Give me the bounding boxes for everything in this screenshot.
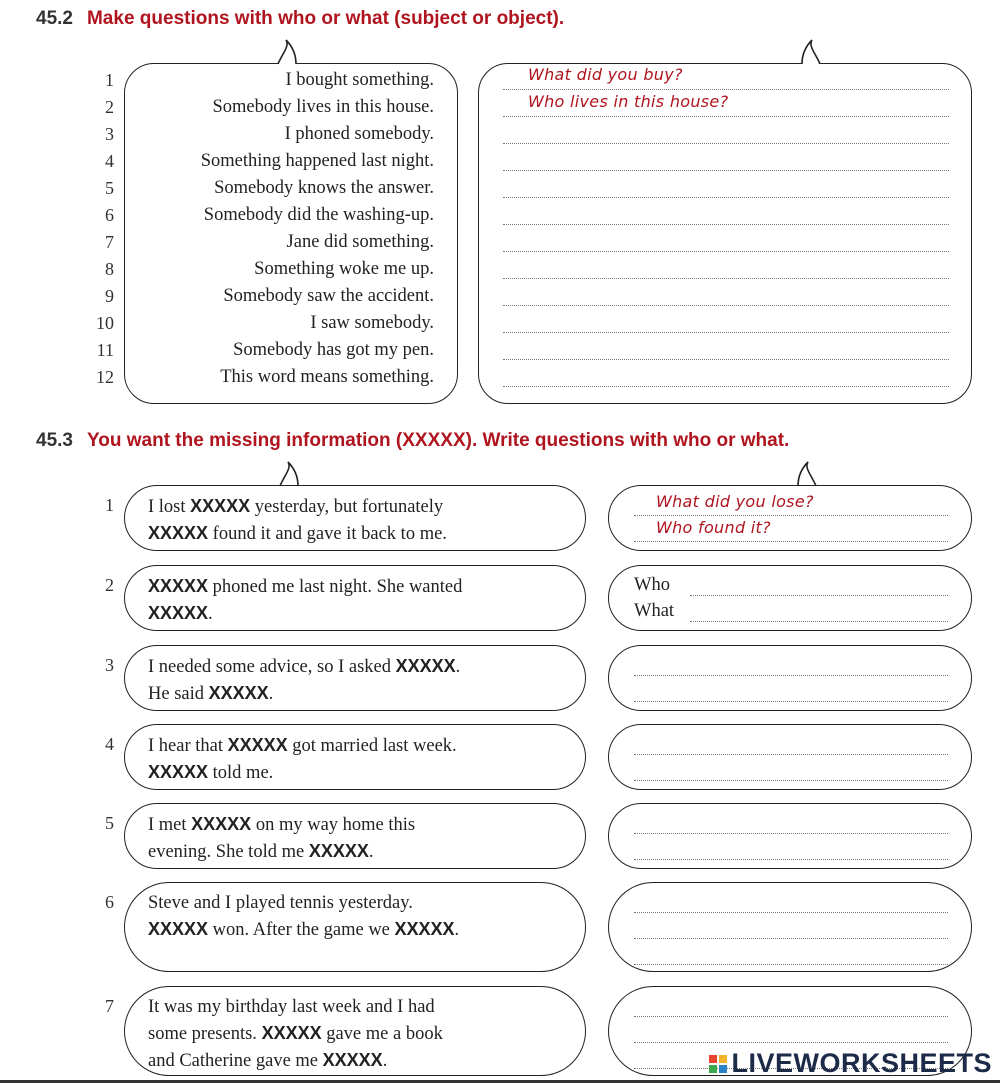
answer-field[interactable] [503, 230, 949, 252]
handwritten-answer: What did you buy? [528, 65, 683, 84]
situation-line [148, 1047, 443, 1074]
handwritten-answer: What did you lose? [656, 492, 814, 511]
missing-info-placeholder: XXXXX [148, 762, 209, 782]
text-segment: It was my birthday last week and I had [148, 997, 435, 1017]
situation-text [148, 732, 457, 786]
item-number: 4 [105, 734, 114, 754]
item-number: 2 [105, 575, 114, 595]
item-number: 2 [105, 97, 114, 117]
answer-field[interactable] [634, 995, 948, 1017]
answer-field[interactable] [634, 838, 948, 860]
item-number: 7 [105, 232, 114, 252]
missing-info-placeholder: XXXXX [227, 735, 288, 755]
text-segment: . [368, 842, 374, 862]
text-segment: on my way home this [251, 815, 416, 835]
text-segment: I hear that [148, 736, 228, 756]
missing-info-placeholder: XXXXX [394, 919, 455, 939]
text-segment: evening. She told me [148, 842, 309, 862]
situation-line [148, 600, 462, 627]
text-segment: phoned me last night. She wanted [208, 577, 463, 597]
item-number: 3 [105, 655, 114, 675]
exercise-45-2-heading [36, 8, 564, 30]
exercise-title: You want the missing information (XXXXX). Write questions with who or what. [86, 430, 790, 451]
situation-text [148, 811, 415, 865]
text-segment: yesterday, but fortunately [250, 497, 444, 517]
situation-line [148, 994, 443, 1020]
statement-text: This word means something. [220, 367, 434, 387]
missing-info-placeholder: XXXXX [148, 576, 209, 596]
item-number: 11 [96, 340, 114, 360]
item-number: 5 [105, 813, 114, 833]
exercise-45-3-heading [36, 430, 789, 452]
text-segment: . [454, 920, 460, 940]
answer-field[interactable] [503, 257, 949, 279]
text-segment: Steve and I played tennis yesterday. [148, 893, 413, 913]
watermark-text: LIVEWORKSHEETS [731, 1048, 992, 1078]
answer-field[interactable] [690, 600, 948, 622]
text-segment: . [455, 657, 461, 677]
item-number: 6 [105, 205, 114, 225]
missing-info-placeholder: XXXXX [261, 1023, 322, 1043]
text-segment: . [382, 1051, 388, 1071]
answer-field[interactable] [503, 338, 949, 360]
answer-field[interactable] [634, 943, 948, 965]
situation-text [148, 994, 443, 1074]
statement-text: Somebody did the washing-up. [203, 205, 434, 225]
statement-text: Something happened last night. [200, 151, 434, 171]
answer-field[interactable] [634, 891, 948, 913]
statement-text: Something woke me up. [254, 259, 434, 279]
situation-line [148, 811, 415, 838]
answer-field[interactable] [634, 680, 948, 702]
statement-text: I phoned somebody. [284, 124, 434, 144]
text-segment: gave me a book [321, 1024, 443, 1044]
item-number: 1 [105, 70, 114, 90]
item-number: 4 [105, 151, 114, 171]
missing-info-placeholder: XXXXX [395, 656, 456, 676]
text-segment: I lost [148, 497, 191, 517]
liveworksheets-logo-icon [709, 1055, 727, 1073]
situation-text [148, 493, 447, 547]
answer-field[interactable] [503, 176, 949, 198]
text-segment: . [208, 604, 213, 624]
handwritten-answer: Who lives in this house? [528, 92, 729, 111]
answer-field[interactable] [690, 574, 948, 596]
item-number: 5 [105, 178, 114, 198]
situation-line [148, 653, 460, 680]
answer-field[interactable] [634, 1021, 948, 1043]
exercise-number: 45.3 [36, 430, 73, 451]
speech-bubble-tail [276, 40, 298, 64]
exercise-number: 45.2 [36, 8, 73, 29]
answer-field[interactable] [634, 812, 948, 834]
item-number: 10 [96, 313, 114, 333]
statement-text: I bought something. [285, 70, 434, 90]
answer-field[interactable] [634, 654, 948, 676]
statement-text: Somebody knows the answer. [214, 178, 434, 198]
question-word-prompt: Who [634, 575, 670, 595]
exercise-title: Make questions with who or what (subject or object). [86, 8, 565, 29]
missing-info-placeholder: XXXXX [148, 523, 209, 543]
question-word-prompt: What [634, 601, 675, 621]
text-segment: I met [148, 815, 192, 835]
text-segment: told me. [208, 763, 274, 783]
text-segment: got married last week. [287, 736, 457, 756]
situation-text [148, 890, 459, 943]
situation-line [148, 838, 415, 865]
text-segment: found it and gave it back to me. [208, 524, 447, 544]
situation-text [148, 573, 462, 627]
statement-text: Somebody lives in this house. [212, 97, 434, 117]
item-number: 3 [105, 124, 114, 144]
item-number: 7 [105, 996, 114, 1016]
situation-line [148, 520, 447, 547]
answer-field[interactable] [634, 759, 948, 781]
situation-line [148, 573, 462, 600]
missing-info-placeholder: XXXXX [191, 814, 252, 834]
item-number: 6 [105, 892, 114, 912]
missing-info-placeholder: XXXXX [322, 1050, 383, 1070]
situation-text [148, 653, 460, 707]
statement-text: I saw somebody. [310, 313, 434, 333]
situation-line [148, 1020, 443, 1047]
text-segment: won. After the game we [208, 920, 395, 940]
answer-field[interactable] [634, 733, 948, 755]
situation-line [148, 732, 457, 759]
text-segment: and Catherine gave me [148, 1051, 323, 1071]
missing-info-placeholder: XXXXX [190, 496, 251, 516]
missing-info-placeholder: XXXXX [208, 683, 269, 703]
liveworksheets-watermark [709, 1048, 992, 1079]
situation-line [148, 759, 457, 786]
text-segment: I needed some advice, so I asked [148, 657, 396, 677]
item-number: 8 [105, 259, 114, 279]
statement-text: Jane did something. [286, 232, 434, 252]
item-number: 9 [105, 286, 114, 306]
item-number: 1 [105, 495, 114, 515]
situation-line [148, 680, 460, 707]
speech-bubble-tail [278, 462, 300, 486]
situation-line [148, 890, 459, 916]
answer-field[interactable] [634, 917, 948, 939]
text-segment: some presents. [148, 1024, 262, 1044]
answer-field[interactable] [503, 365, 949, 387]
statement-text: Somebody saw the accident. [223, 286, 434, 306]
answer-field[interactable] [503, 122, 949, 144]
text-segment: He said [148, 684, 209, 704]
missing-info-placeholder: XXXXX [148, 603, 209, 623]
handwritten-answer: Who found it? [656, 518, 771, 537]
speech-bubble-tail [800, 40, 822, 64]
speech-bubble-tail [796, 462, 818, 486]
answer-field[interactable] [503, 203, 949, 225]
answer-field[interactable] [503, 311, 949, 333]
answer-field[interactable] [503, 149, 949, 171]
text-segment: . [268, 684, 274, 704]
situation-line [148, 916, 459, 943]
statement-text: Somebody has got my pen. [233, 340, 434, 360]
item-number: 12 [96, 367, 114, 387]
missing-info-placeholder: XXXXX [148, 919, 209, 939]
missing-info-placeholder: XXXXX [308, 841, 369, 861]
situation-line [148, 493, 447, 520]
answer-field[interactable] [503, 284, 949, 306]
